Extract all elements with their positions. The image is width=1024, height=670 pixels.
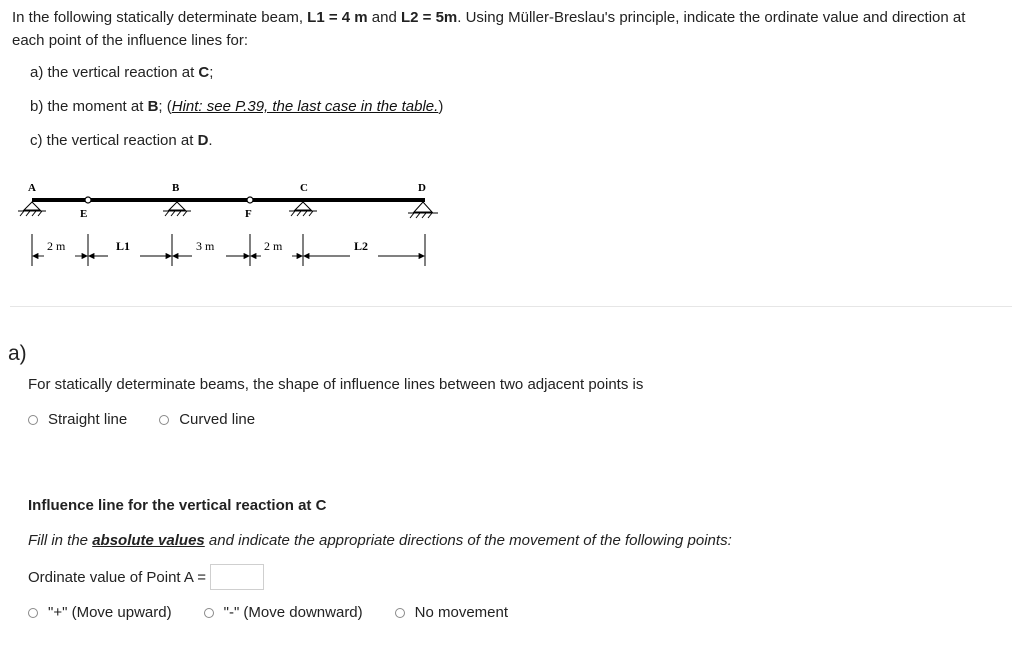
span-fc: 2 m [264, 239, 283, 253]
label-b: B [172, 182, 180, 194]
item-a-text: a) the vertical reaction at [30, 64, 199, 81]
ordinate-label: Ordinate value of Point A = [28, 568, 207, 586]
option-straight-line[interactable] [28, 411, 127, 428]
beam-diagram [0, 170, 470, 275]
item-c-end: . [208, 132, 213, 149]
item-c [30, 132, 213, 149]
item-c-bold: D [197, 132, 209, 149]
item-b [30, 98, 443, 115]
option-straight-line-label: Straight line [48, 411, 128, 428]
hint-link[interactable]: Hint: see P.39, the last case in the table. [171, 98, 439, 115]
radio-curved-line[interactable] [159, 415, 169, 425]
span-ae: 2 m [47, 239, 66, 253]
support-a [18, 202, 46, 216]
intro-text: In the following statically determinate beam, [12, 9, 308, 26]
intro-text-2: . Using Müller-Breslau's principle, indicate the ordinate value and direction at each point of the influence lines for: [12, 9, 966, 49]
part-a-label: a) [8, 342, 27, 365]
item-a-bold: C [198, 64, 210, 81]
item-b-mid: ; ( [158, 98, 172, 115]
ordinate-row [28, 564, 264, 590]
label-f: F [245, 208, 252, 220]
radio-move-upward[interactable] [28, 608, 38, 618]
item-a [30, 64, 213, 81]
label-d: D [418, 182, 426, 194]
option-no-movement-label: No movement [414, 604, 509, 621]
radio-straight-line[interactable] [28, 415, 38, 425]
span-cd: L2 [354, 239, 369, 253]
support-c [289, 202, 317, 216]
question-intro [12, 6, 1002, 52]
support-d [408, 202, 438, 218]
label-a: A [28, 182, 36, 194]
l1-value: L1 = 4 m [307, 9, 368, 26]
option-curved-line-label: Curved line [179, 411, 256, 428]
item-b-bold: B [147, 98, 159, 115]
option-move-downward-label: "-" (Move downward) [223, 604, 363, 621]
item-b-end: ) [438, 98, 444, 115]
item-b-text: b) the moment at [30, 98, 148, 115]
radio-no-movement[interactable] [395, 608, 405, 618]
span-eb: L1 [116, 239, 131, 253]
instruction-emphasis: absolute values [92, 532, 205, 549]
option-move-upward[interactable] [28, 604, 172, 621]
option-move-downward[interactable] [204, 604, 363, 621]
ordinate-input[interactable] [210, 564, 264, 590]
instruction-text: Fill in the [28, 532, 93, 549]
influence-line-heading: Influence line for the vertical reaction at C [28, 497, 327, 514]
l2-value: L2 = 5m [400, 9, 458, 26]
shape-options [28, 411, 255, 428]
intro-and: and [367, 9, 401, 26]
option-no-movement[interactable] [395, 604, 508, 621]
label-c: C [300, 182, 308, 194]
hinge-e [85, 197, 91, 203]
hinge-f [247, 197, 253, 203]
item-c-text: c) the vertical reaction at [30, 132, 198, 149]
direction-options [28, 604, 508, 621]
fill-instruction [28, 532, 732, 549]
radio-move-downward[interactable] [204, 608, 214, 618]
option-curved-line[interactable] [159, 411, 255, 428]
label-e: E [80, 208, 88, 220]
shape-question: For statically determinate beams, the shape of influence lines between two adjacent points is [28, 376, 644, 393]
section-divider [10, 306, 1012, 307]
support-b [163, 202, 191, 216]
option-move-upward-label: "+" (Move upward) [48, 604, 172, 621]
instruction-text-2: and indicate the appropriate directions of the movement of the following points: [204, 532, 732, 549]
span-bf: 3 m [196, 239, 215, 253]
item-a-end: ; [209, 64, 214, 81]
